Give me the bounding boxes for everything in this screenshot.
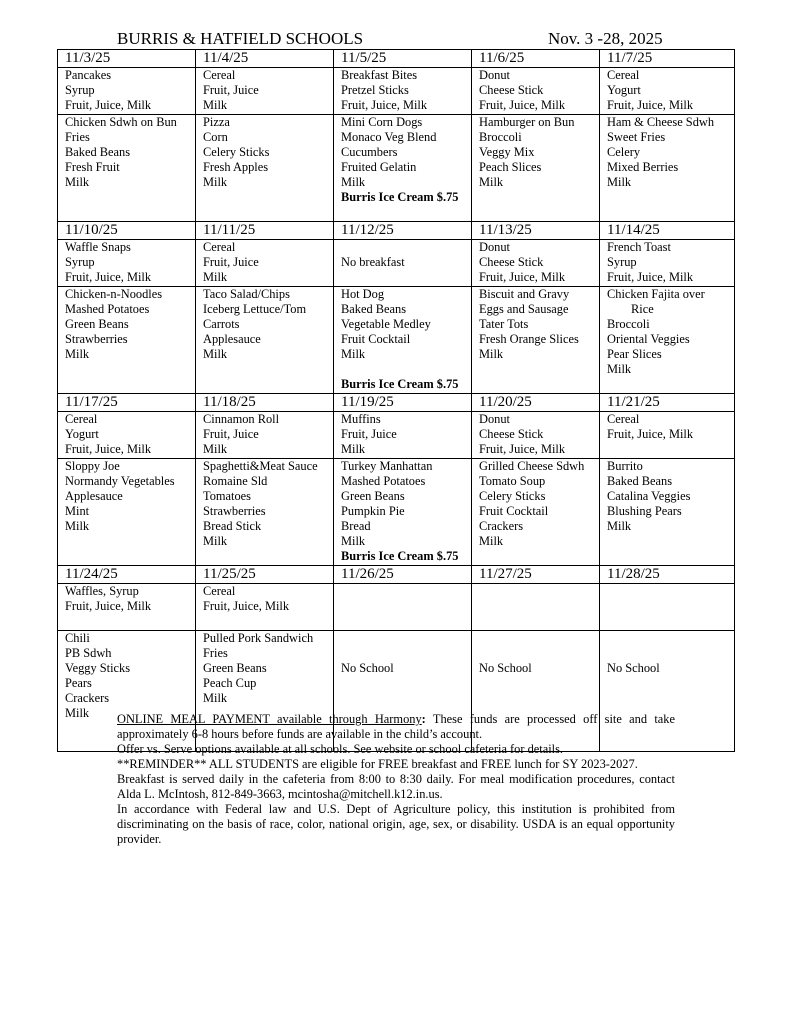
lunch-item: Bread: [341, 519, 371, 533]
week-date-row: [58, 222, 735, 240]
lunch-item: Green Beans: [341, 489, 405, 503]
no-breakfast-note: No breakfast: [341, 255, 405, 269]
lunch-cell: [334, 115, 472, 222]
week-lunch-row: [58, 287, 735, 394]
breakfast-item: Waffle Snaps: [65, 240, 131, 254]
breakfast-item: Yogurt: [607, 83, 641, 97]
lunch-item: Crackers: [479, 519, 524, 533]
lunch-item: Milk: [341, 175, 366, 189]
breakfast-item: Milk: [203, 442, 228, 456]
lunch-item: Fresh Orange Slices: [479, 332, 579, 346]
lunch-item: Milk: [607, 175, 632, 189]
lunch-item: Peach Cup: [203, 676, 257, 690]
day-date: 11/17/25: [58, 394, 196, 412]
week-date-row: [58, 566, 735, 584]
breakfast-cell: [334, 412, 472, 459]
breakfast-item: Donut: [479, 68, 510, 82]
breakfast-item: Fruit, Juice, Milk: [65, 98, 152, 112]
lunch-item: Monaco Veg Blend: [341, 130, 437, 144]
day-date: 11/26/25: [334, 566, 472, 584]
lunch-item: Carrots: [203, 317, 240, 331]
lunch-item: Sloppy Joe: [65, 459, 120, 473]
lunch-item: Baked Beans: [341, 302, 407, 316]
breakfast-item: Fruit, Juice: [341, 427, 397, 441]
lunch-cell: [472, 459, 600, 566]
breakfast-item: Fruit, Juice, Milk: [479, 98, 566, 112]
payment-note: ONLINE MEAL PAYMENT available through Harmony: These funds are processed off site and take approximately 6-8 hours before funds are available in the child’s account.: [117, 712, 675, 741]
lunch-cell: [58, 115, 196, 222]
breakfast-item: Milk: [341, 442, 366, 456]
ice-cream-special: Burris Ice Cream $.75: [341, 377, 459, 391]
breakfast-item: Fruit, Juice, Milk: [479, 270, 566, 284]
lunch-item: Biscuit and Gravy: [479, 287, 570, 301]
week-breakfast-row: [58, 412, 735, 459]
lunch-item: Oriental Veggies: [607, 332, 690, 346]
lunch-item: Baked Beans: [607, 474, 673, 488]
lunch-item: Blushing Pears: [607, 504, 682, 518]
lunch-item: Milk: [479, 347, 504, 361]
lunch-item: Rice: [631, 302, 654, 316]
lunch-item: Milk: [65, 519, 90, 533]
breakfast-cell: [472, 240, 600, 287]
lunch-item: Broccoli: [479, 130, 522, 144]
no-school-note: No School: [607, 661, 660, 675]
lunch-item: Mashed Potatoes: [341, 474, 426, 488]
breakfast-item: Breakfast Bites: [341, 68, 418, 82]
lunch-item: Veggy Sticks: [65, 661, 131, 675]
lunch-item: Tomato Soup: [479, 474, 546, 488]
week-breakfast-row: [58, 584, 735, 631]
footer-notes: [117, 712, 675, 847]
breakfast-item: Fruit, Juice, Milk: [65, 270, 152, 284]
week-lunch-row: [58, 459, 735, 566]
breakfast-item: Fruit, Juice, Milk: [341, 98, 428, 112]
lunch-item: Pears: [65, 676, 92, 690]
breakfast-item: Waffles, Syrup: [65, 584, 139, 598]
school-name: BURRIS & HATFIELD SCHOOLS: [117, 29, 364, 48]
lunch-item: Taco Salad/Chips: [203, 287, 290, 301]
breakfast-item: Cereal: [65, 412, 98, 426]
week-breakfast-row: [58, 240, 735, 287]
lunch-cell: [334, 459, 472, 566]
breakfast-item: Yogurt: [65, 427, 99, 441]
reminder-note: **REMINDER** ALL STUDENTS are eligible for FREE breakfast and FREE lunch for SY 2023-2027.: [117, 757, 638, 771]
lunch-item: Sweet Fries: [607, 130, 666, 144]
lunch-item: Iceberg Lettuce/Tom: [203, 302, 307, 316]
lunch-item: Chicken Sdwh on Bun: [65, 115, 177, 129]
lunch-item: Strawberries: [203, 504, 266, 518]
lunch-item: Milk: [607, 519, 632, 533]
breakfast-cell: [58, 68, 196, 115]
day-date: 11/24/25: [58, 566, 196, 584]
lunch-item: Mint: [65, 504, 90, 518]
lunch-item: PB Sdwh: [65, 646, 112, 660]
breakfast-item: Cereal: [203, 584, 236, 598]
breakfast-item: Cinnamon Roll: [203, 412, 280, 426]
breakfast-cell: [472, 68, 600, 115]
lunch-item: Vegetable Medley: [341, 317, 431, 331]
breakfast-item: Fruit, Juice, Milk: [65, 442, 152, 456]
lunch-item: Burrito: [607, 459, 643, 473]
breakfast-item: Cheese Stick: [479, 427, 544, 441]
lunch-item: Grilled Cheese Sdwh: [479, 459, 585, 473]
breakfast-cell: [58, 412, 196, 459]
lunch-item: Green Beans: [203, 661, 267, 675]
offer-note: Offer vs. Serve options available at all schools. See website or school cafeteria for details.: [117, 742, 564, 756]
breakfast-item: Fruit, Juice, Milk: [203, 599, 290, 613]
payment-link[interactable]: ONLINE MEAL PAYMENT available through Harmony: [117, 712, 422, 726]
lunch-item: Milk: [479, 534, 504, 548]
lunch-item: Green Beans: [65, 317, 129, 331]
no-school-note: No School: [479, 661, 532, 675]
lunch-item: Fruit Cocktail: [341, 332, 411, 346]
lunch-item: Pumpkin Pie: [341, 504, 405, 518]
breakfast-item: Fruit, Juice, Milk: [479, 442, 566, 456]
lunch-item: Mashed Potatoes: [65, 302, 150, 316]
lunch-item: Chicken Fajita over: [607, 287, 705, 301]
lunch-item: Cucumbers: [341, 145, 398, 159]
lunch-item: Chicken-n-Noodles: [65, 287, 163, 301]
week-lunch-row: [58, 115, 735, 222]
lunch-item: Milk: [341, 534, 366, 548]
breakfast-item: Milk: [203, 98, 228, 112]
breakfast-cell: [196, 240, 334, 287]
day-date: 11/21/25: [600, 394, 735, 412]
day-date: 11/20/25: [472, 394, 600, 412]
lunch-item: Fries: [203, 646, 228, 660]
lunch-item: Milk: [65, 347, 90, 361]
lunch-item: Mixed Berries: [607, 160, 679, 174]
lunch-item: Celery: [607, 145, 641, 159]
day-date: 11/14/25: [600, 222, 735, 240]
breakfast-cell: [196, 584, 334, 631]
breakfast-item: Fruit, Juice, Milk: [607, 270, 694, 284]
lunch-item: Peach Slices: [479, 160, 542, 174]
day-date: 11/18/25: [196, 394, 334, 412]
lunch-item: Veggy Mix: [479, 145, 535, 159]
breakfast-cell: [58, 584, 196, 631]
breakfast-item: Fruit, Juice: [203, 255, 259, 269]
lunch-item: Milk: [479, 175, 504, 189]
date-range: Nov. 3 -28, 2025: [548, 29, 663, 48]
breakfast-item: Cereal: [607, 412, 640, 426]
day-date: 11/13/25: [472, 222, 600, 240]
lunch-item: Tomatoes: [203, 489, 251, 503]
lunch-item: Fruited Gelatin: [341, 160, 417, 174]
breakfast-cell: [600, 584, 735, 631]
lunch-item: Pizza: [203, 115, 230, 129]
lunch-item: Milk: [65, 706, 90, 720]
menu-calendar: [57, 49, 735, 752]
lunch-item: Milk: [341, 347, 366, 361]
breakfast-cell: [472, 412, 600, 459]
day-date: 11/10/25: [58, 222, 196, 240]
week-breakfast-row: [58, 68, 735, 115]
lunch-item: Fresh Apples: [203, 160, 269, 174]
lunch-cell: [196, 459, 334, 566]
breakfast-cell: [334, 584, 472, 631]
week-date-row: [58, 394, 735, 412]
lunch-item: Strawberries: [65, 332, 128, 346]
breakfast-item: Cereal: [607, 68, 640, 82]
day-date: 11/3/25: [58, 50, 196, 68]
lunch-cell: [334, 287, 472, 394]
breakfast-item: Fruit, Juice: [203, 427, 259, 441]
day-date: 11/19/25: [334, 394, 472, 412]
day-date: 11/5/25: [334, 50, 472, 68]
lunch-item: Hot Dog: [341, 287, 385, 301]
lunch-item: Eggs and Sausage: [479, 302, 569, 316]
lunch-cell: [196, 115, 334, 222]
breakfast-item: Fruit, Juice, Milk: [607, 98, 694, 112]
breakfast-item: Cereal: [203, 68, 236, 82]
lunch-item: Celery Sticks: [479, 489, 546, 503]
ice-cream-special: Burris Ice Cream $.75: [341, 190, 459, 204]
lunch-item: Hamburger on Bun: [479, 115, 575, 129]
lunch-cell: [600, 115, 735, 222]
lunch-item: Milk: [203, 175, 228, 189]
breakfast-item: Syrup: [607, 255, 637, 269]
lunch-item: Pear Slices: [607, 347, 662, 361]
day-date: 11/12/25: [334, 222, 472, 240]
breakfast-cell: [600, 240, 735, 287]
lunch-item: Baked Beans: [65, 145, 131, 159]
lunch-item: Milk: [65, 175, 90, 189]
breakfast-item: Fruit, Juice: [203, 83, 259, 97]
lunch-cell: [472, 115, 600, 222]
lunch-cell: [600, 287, 735, 394]
lunch-item: Normandy Vegetables: [65, 474, 175, 488]
lunch-item: Fruit Cocktail: [479, 504, 549, 518]
lunch-cell: [472, 287, 600, 394]
breakfast-item: Cheese Stick: [479, 83, 544, 97]
lunch-item: Applesauce: [65, 489, 123, 503]
lunch-cell: [600, 459, 735, 566]
lunch-item: Catalina Veggies: [607, 489, 691, 503]
day-date: 11/28/25: [600, 566, 735, 584]
lunch-item: Tater Tots: [479, 317, 529, 331]
no-school-note: No School: [341, 661, 394, 675]
breakfast-item: Donut: [479, 240, 510, 254]
lunch-item: Milk: [607, 362, 632, 376]
lunch-item: Applesauce: [203, 332, 261, 346]
breakfast-item: Syrup: [65, 255, 95, 269]
breakfast-item: Syrup: [65, 83, 95, 97]
lunch-item: Chili: [65, 631, 90, 645]
breakfast-item: Muffins: [341, 412, 381, 426]
day-date: 11/11/25: [196, 222, 334, 240]
breakfast-item: Milk: [203, 270, 228, 284]
breakfast-cell: [196, 68, 334, 115]
breakfast-cell: [600, 68, 735, 115]
breakfast-item: Pancakes: [65, 68, 112, 82]
lunch-cell: [58, 287, 196, 394]
lunch-item: Bread Stick: [203, 519, 262, 533]
day-date: 11/6/25: [472, 50, 600, 68]
breakfast-cell: [58, 240, 196, 287]
breakfast-cell: [472, 584, 600, 631]
lunch-item: Spaghetti&Meat Sauce: [203, 459, 318, 473]
day-date: 11/4/25: [196, 50, 334, 68]
breakfast-item: Fruit, Juice, Milk: [65, 599, 152, 613]
lunch-item: Romaine Sld: [203, 474, 268, 488]
lunch-item: Turkey Manhattan: [341, 459, 433, 473]
breakfast-cell: [334, 240, 472, 287]
breakfast-item: Donut: [479, 412, 510, 426]
lunch-item: Milk: [203, 534, 228, 548]
lunch-item: Corn: [203, 130, 228, 144]
page-header: [0, 29, 791, 49]
breakfast-item: Cheese Stick: [479, 255, 544, 269]
lunch-item: Mini Corn Dogs: [341, 115, 423, 129]
lunch-item: Milk: [203, 347, 228, 361]
lunch-cell: [196, 287, 334, 394]
breakfast-item: Pretzel Sticks: [341, 83, 409, 97]
usda-statement: In accordance with Federal law and U.S. Dept of Agriculture policy, this institution is prohibited from discriminating on the basis of race, color, national origin, age, sex, or disability. USDA is an equal opportunity provider.: [117, 802, 675, 846]
breakfast-item: Fruit, Juice, Milk: [607, 427, 694, 441]
breakfast-cell: [334, 68, 472, 115]
lunch-cell: [58, 459, 196, 566]
lunch-item: Celery Sticks: [203, 145, 270, 159]
breakfast-item: French Toast: [607, 240, 671, 254]
lunch-item: Ham & Cheese Sdwh: [607, 115, 715, 129]
lunch-item: Milk: [203, 691, 228, 705]
ice-cream-special: Burris Ice Cream $.75: [341, 549, 459, 563]
breakfast-cell: [196, 412, 334, 459]
week-date-row: [58, 50, 735, 68]
day-date: 11/27/25: [472, 566, 600, 584]
breakfast-cell: [600, 412, 735, 459]
day-date: 11/25/25: [196, 566, 334, 584]
breakfast-item: Cereal: [203, 240, 236, 254]
breakfast-info: Breakfast is served daily in the cafeteria from 8:00 to 8:30 daily. For meal modification procedures, contact Alda L. McIntosh, 812-849-3663, mcintosha@mitchell.k12.in.us.: [117, 772, 675, 801]
lunch-item: Fresh Fruit: [65, 160, 120, 174]
lunch-item: Pulled Pork Sandwich: [203, 631, 314, 645]
lunch-item: Fries: [65, 130, 90, 144]
lunch-item: Crackers: [65, 691, 110, 705]
day-date: 11/7/25: [600, 50, 735, 68]
lunch-item: Broccoli: [607, 317, 650, 331]
